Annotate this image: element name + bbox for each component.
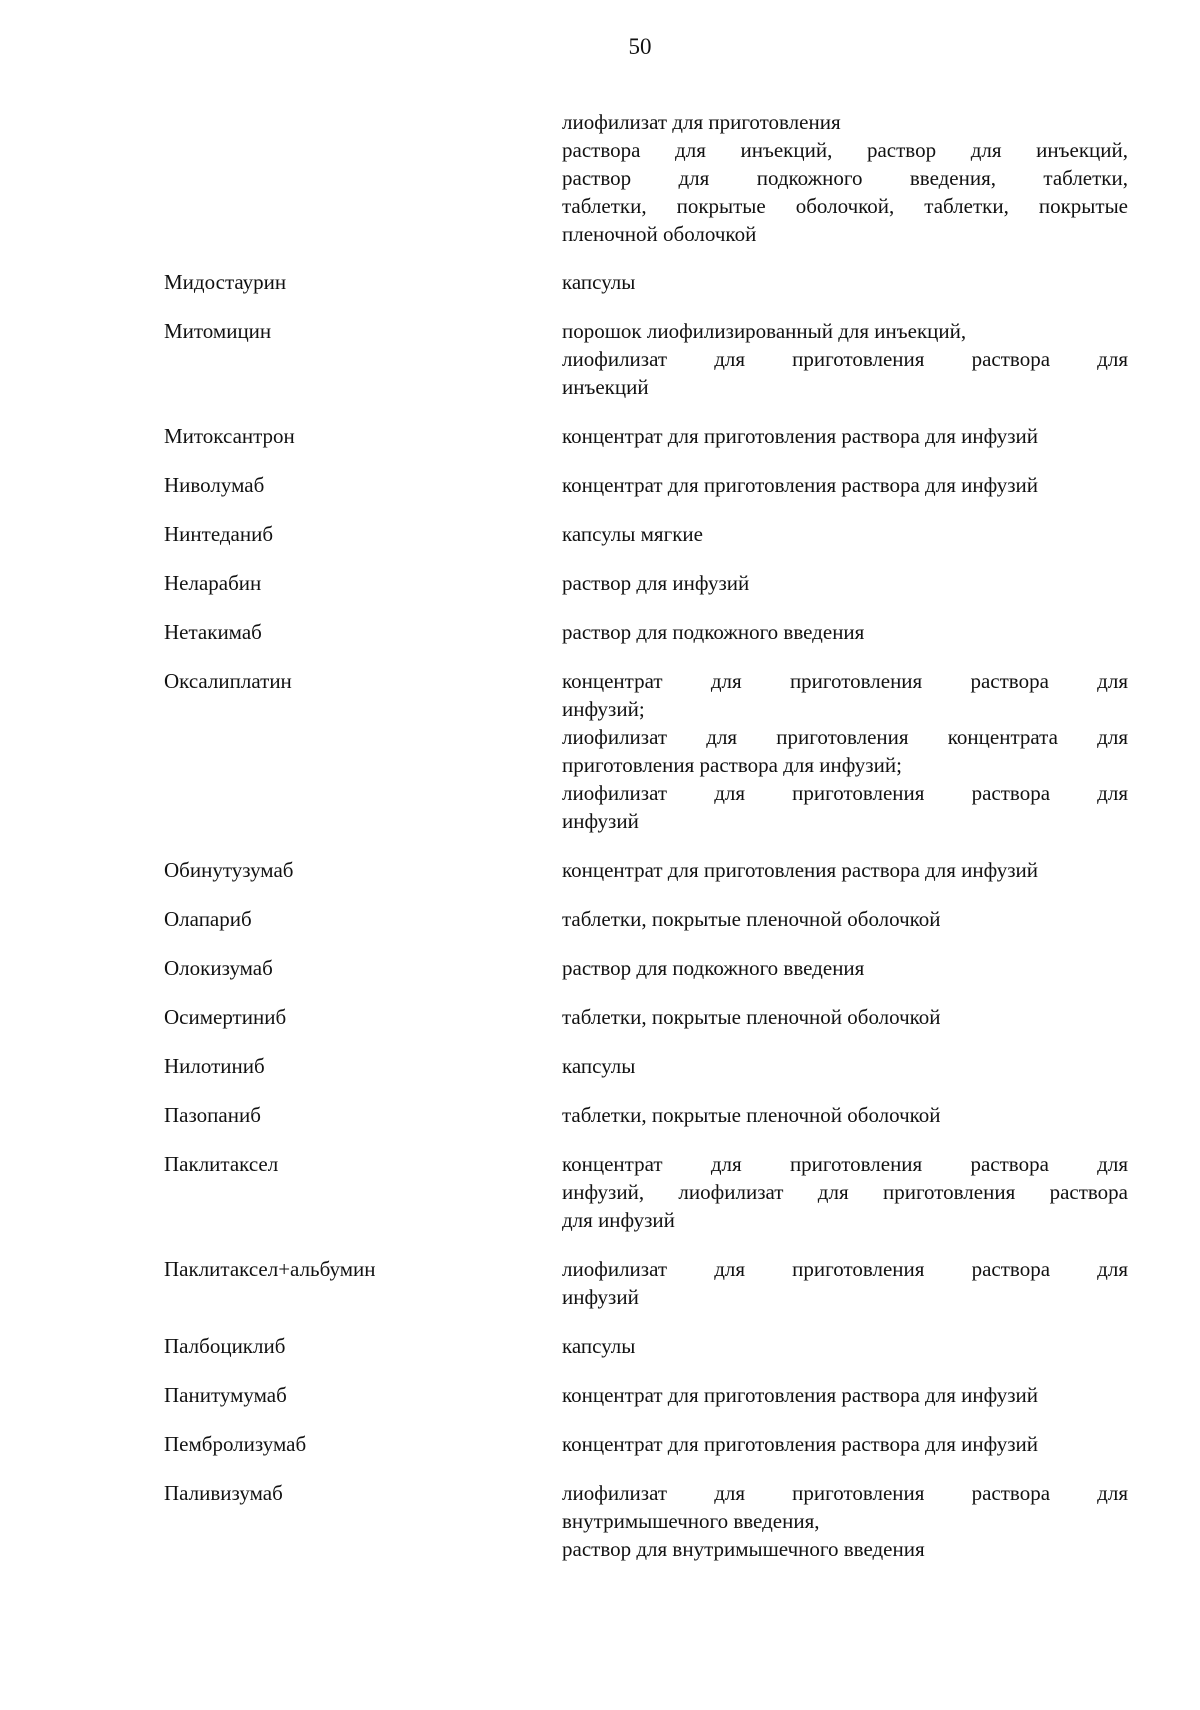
text-line: для инфузий [562,1208,675,1232]
drug-name: Нилотиниб [164,1054,265,1078]
text-line: раствор для подкожного введения [562,620,865,644]
text-line: лиофилизат для приготовления раствора для [562,1481,1128,1505]
drug-name: Пазопаниб [164,1103,261,1127]
dosage-form [562,667,1128,835]
text-line: лиофилизат для приготовления [562,110,841,134]
drug-name: Олапариб [164,907,252,931]
dosage-form [562,1255,1128,1311]
text-line: лиофилизат для приготовления раствора для [562,347,1128,371]
text-line: лиофилизат для приготовления раствора для [562,1257,1128,1281]
drug-name: Нинтеданиб [164,522,274,546]
dosage-form [562,1003,1128,1031]
text-line: таблетки, покрытые пленочной оболочкой [562,1005,941,1029]
drug-name: Олокизумаб [164,956,273,980]
text-line: капсулы мягкие [562,522,703,546]
text-line: раствор для инфузий [562,571,750,595]
table-row [164,856,1128,884]
text-line: внутримышечного введения, [562,1509,820,1533]
dosage-form [562,422,1128,450]
dosage-form [562,1479,1128,1563]
dosage-form [562,856,1128,884]
table-row [164,618,1128,646]
text-line: концентрат для приготовления раствора для инфузий [562,473,1038,497]
table-row [164,1479,1128,1563]
dosage-form [562,618,1128,646]
dosage-form [562,1381,1128,1409]
table-row [164,667,1128,835]
drug-name: Обинутузумаб [164,858,294,882]
text-line: раствор для внутримышечного введения [562,1537,925,1561]
table-row [164,569,1128,597]
dosage-form [562,1430,1128,1458]
text-line: лиофилизат для приготовления концентрата для [562,725,1128,749]
text-line: капсулы [562,1334,636,1358]
drug-name: Неларабин [164,571,262,595]
drug-name: Мидостаурин [164,270,287,294]
dosage-form [562,1332,1128,1360]
table-row [164,422,1128,450]
table-row [164,1255,1128,1311]
table-row [164,520,1128,548]
text-line: приготовления раствора для инфузий; [562,753,902,777]
dosage-form [562,1150,1128,1234]
table-row [164,1332,1128,1360]
continued-dosage-form [562,108,1128,248]
text-line: порошок лиофилизированный для инъекций, [562,319,967,343]
table-row [164,1101,1128,1129]
dosage-form [562,268,1128,296]
text-line: таблетки, покрытые пленочной оболочкой [562,1103,941,1127]
drug-name: Нетакимаб [164,620,262,644]
text-line: концентрат для приготовления раствора для инфузий [562,1383,1038,1407]
text-line: инфузий [562,1285,639,1309]
text-line: лиофилизат для приготовления раствора для [562,781,1128,805]
text-line: инфузий; [562,697,645,721]
drug-name: Оксалиплатин [164,669,292,693]
text-line: концентрат для приготовления раствора для инфузий [562,1432,1038,1456]
text-line: инъекций [562,375,649,399]
table-row [164,1150,1128,1234]
dosage-form [562,905,1128,933]
dosage-form [562,520,1128,548]
text-line: раствор для подкожного введения [562,956,865,980]
text-line: концентрат для приготовления раствора для инфузий [562,424,1038,448]
drug-name: Палбоциклиб [164,1334,286,1358]
table-row [164,954,1128,982]
table-row [164,905,1128,933]
drug-name: Ниволумаб [164,473,265,497]
text-line: таблетки, покрытые оболочкой, таблетки, покрытые [562,194,1128,218]
table-row [164,471,1128,499]
table-row [164,1003,1128,1031]
table-row [164,268,1128,296]
drug-name: Паклитаксел [164,1152,279,1176]
drug-table [164,268,1128,1584]
table-row [164,1381,1128,1409]
dosage-form [562,1052,1128,1080]
text-line: капсулы [562,270,636,294]
text-line: инфузий [562,809,639,833]
drug-name: Паливизумаб [164,1481,283,1505]
drug-name: Пембролизумаб [164,1432,307,1456]
dosage-form [562,569,1128,597]
dosage-form [562,317,1128,401]
text-line: концентрат для приготовления раствора для инфузий [562,858,1038,882]
drug-name: Панитумумаб [164,1383,287,1407]
text-line: концентрат для приготовления раствора для [562,669,1128,693]
table-row [164,1430,1128,1458]
table-row [164,317,1128,401]
table-row [164,1052,1128,1080]
text-line: концентрат для приготовления раствора для [562,1152,1128,1176]
drug-name: Паклитаксел+альбумин [164,1257,376,1281]
drug-name: Митомицин [164,319,272,343]
text-line: раствор для подкожного введения, таблетки, [562,166,1128,190]
dosage-form [562,954,1128,982]
dosage-form [562,1101,1128,1129]
drug-name: Митоксантрон [164,424,295,448]
text-line: инфузий, лиофилизат для приготовления раствора [562,1180,1128,1204]
drug-name: Осимертиниб [164,1005,287,1029]
page-number: 50 [628,34,652,59]
text-line: раствора для инъекций, раствор для инъекций, [562,138,1128,162]
text-line: капсулы [562,1054,636,1078]
dosage-form [562,471,1128,499]
text-line: таблетки, покрытые пленочной оболочкой [562,907,941,931]
text-line: пленочной оболочкой [562,222,757,246]
